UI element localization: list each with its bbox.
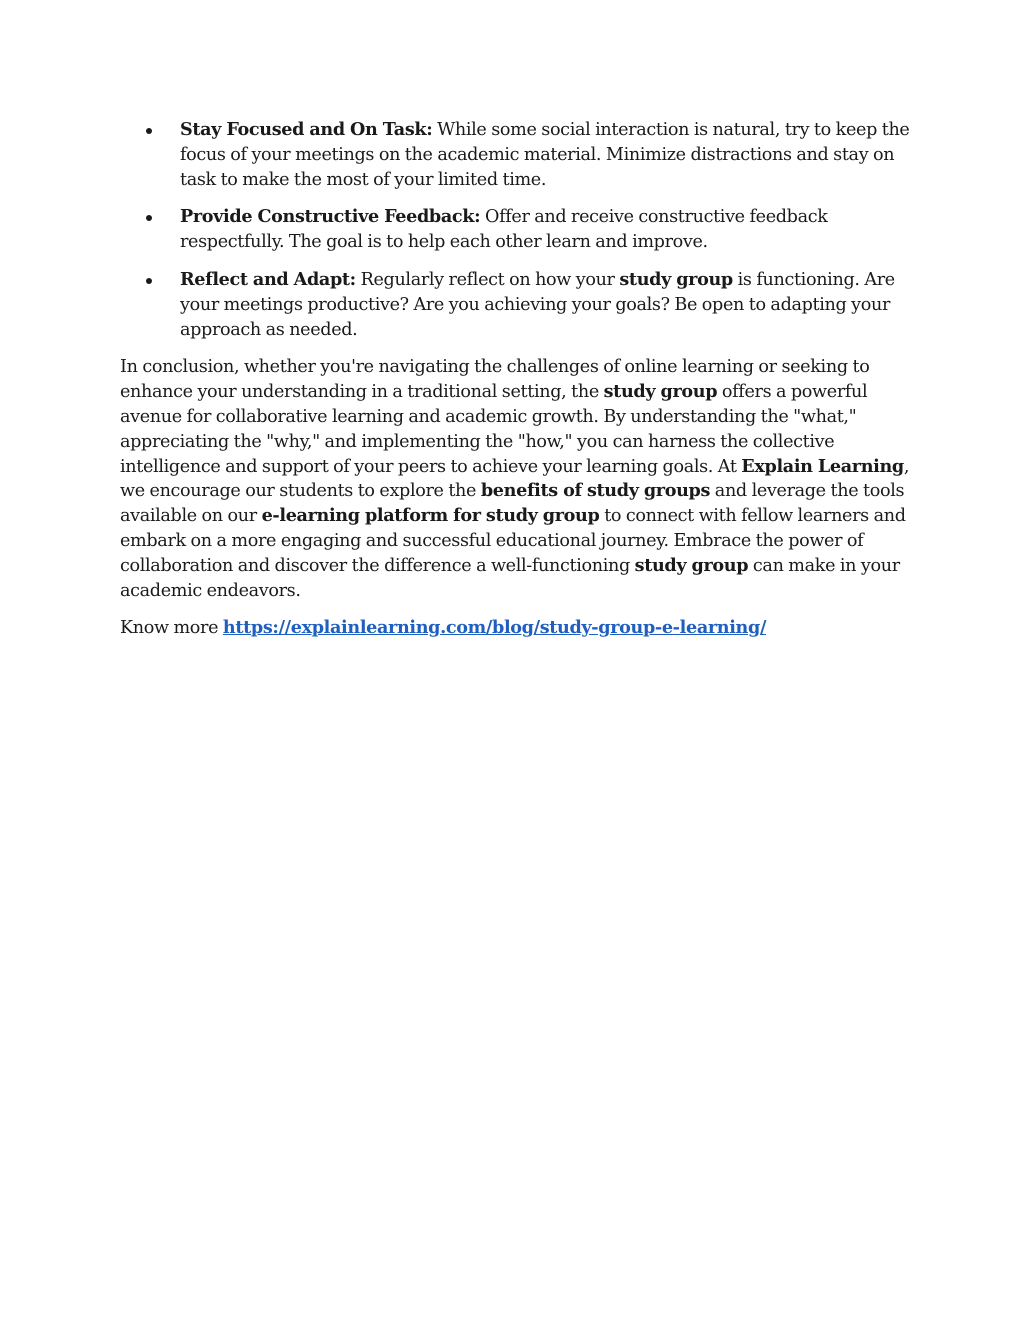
- list-item: [120, 268, 910, 342]
- blog-link[interactable]: https://explainlearning.com/blog/study-group-e-learning/: [222, 617, 767, 639]
- list-item-heading: Provide Constructive Feedback:: [180, 206, 481, 228]
- keyword-study-group: study group: [634, 554, 749, 576]
- paragraph-text: offers a powerful avenue for collaborative learning and academic growth. By understanding the "what," appreciating the "why," and implementing the "how," you can harness the collective intelligence and support of your peers to achieve your learning goals. At: [120, 382, 868, 477]
- tips-list: [120, 118, 910, 342]
- conclusion-paragraph: [120, 355, 910, 603]
- paragraph-text: In conclusion, whether you're navigating the challenges of online learning or seeking to enhance your understanding in a traditional setting, the: [120, 357, 870, 403]
- bullet-icon: [146, 128, 152, 134]
- know-more-label: Know more: [120, 618, 223, 639]
- list-item: [120, 205, 910, 255]
- paragraph-text: can make in your academic endeavors.: [120, 555, 900, 601]
- list-item-text: While some social interaction is natural, try to keep the focus of your meetings on the academic material. Minimize distractions and stay on task to make the most of your limited time.: [180, 120, 910, 190]
- list-item-text: Regularly reflect on how your: [355, 269, 620, 290]
- paragraph-text: , we encourage our students to explore the: [120, 456, 910, 502]
- list-item-text: Offer and receive constructive feedback respectfully. The goal is to help each other learn and improve.: [180, 207, 828, 253]
- bullet-icon: [146, 278, 152, 284]
- list-item-heading: Stay Focused and On Task:: [180, 119, 433, 140]
- keyword-explain-learning: Explain Learning: [741, 455, 904, 477]
- document-body: [120, 118, 910, 654]
- know-more-line: [120, 616, 910, 641]
- list-item-text: is functioning. Are your meetings productive? Are you achieving your goals? Be open to adapting your approach as needed.: [180, 269, 895, 340]
- keyword-e-learning-platform: e-learning platform for study group: [261, 505, 600, 527]
- keyword-study-group: study group: [603, 381, 718, 403]
- keyword-study-group: study group: [619, 268, 733, 290]
- paragraph-text: to connect with fellow learners and embark on a more engaging and successful educational journey. Embrace the power of collaboration and discover the difference a well-functioning: [120, 506, 906, 576]
- list-item: [120, 118, 910, 192]
- keyword-benefits-of-study-groups: benefits of study groups: [480, 480, 711, 502]
- bullet-icon: [146, 215, 152, 221]
- paragraph-text: and leverage the tools available on our: [120, 481, 905, 527]
- list-item-heading: Reflect and Adapt:: [180, 268, 356, 290]
